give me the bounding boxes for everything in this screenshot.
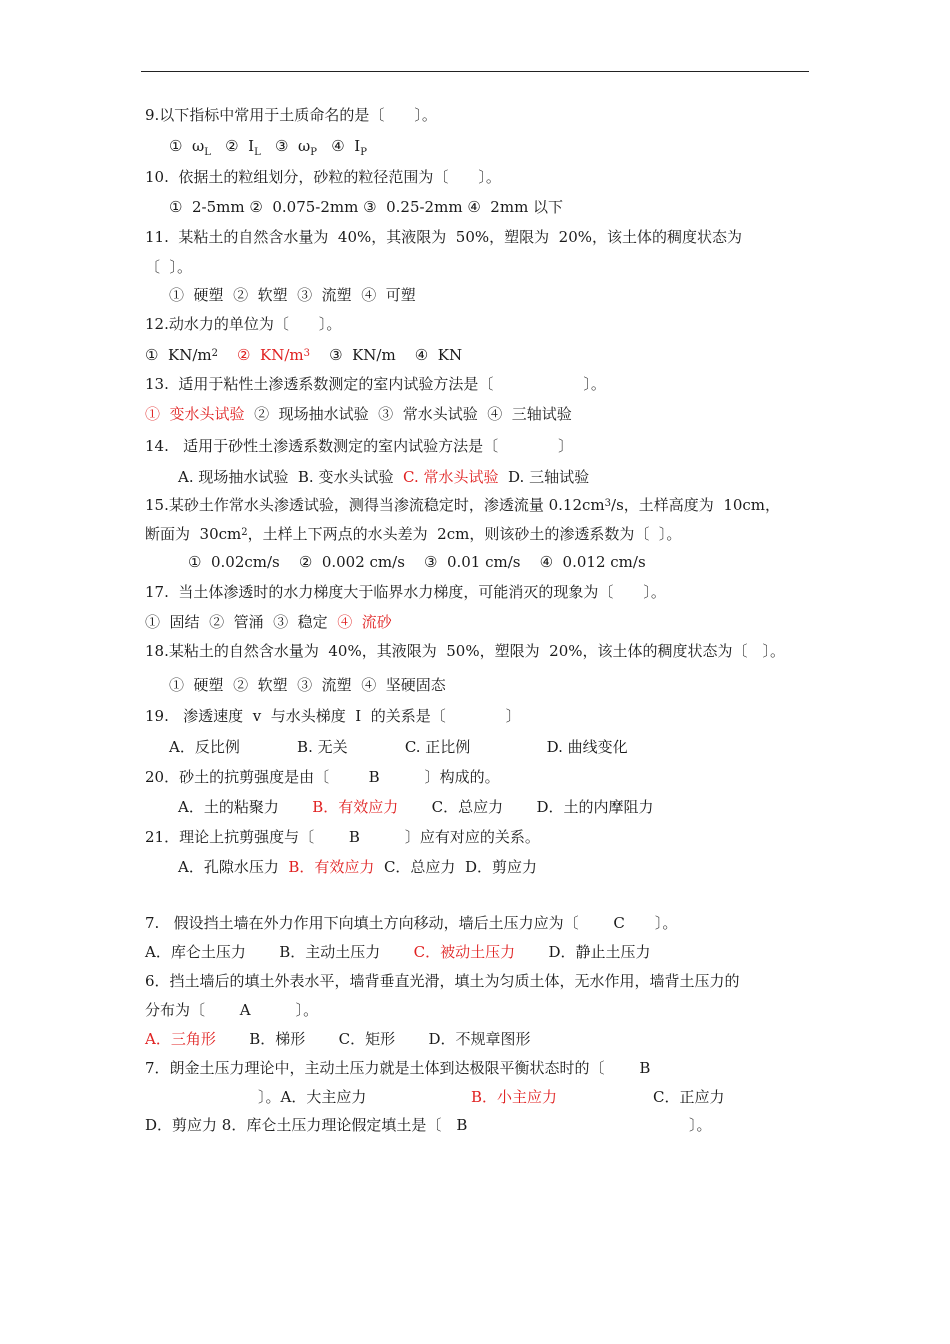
q9-sub-2: L	[254, 147, 261, 158]
q7a-options	[145, 942, 651, 962]
q14-options	[178, 467, 589, 487]
q9-sub-4: P	[360, 147, 367, 158]
q20-options-cd: C．总应力 D．土的内摩阻力	[398, 798, 654, 816]
q9-sub-1: L	[204, 147, 211, 158]
q12-option-2-text: ② KN/m	[237, 346, 304, 364]
q12-option-3-4: ③ KN/m ④ KN	[329, 346, 463, 364]
q21-options	[178, 857, 537, 877]
q15-line2-a: 断面为 30cm	[145, 525, 242, 543]
q15-stem-a: 15.某砂土作常水头渗透试验，测得当渗流稳定时，渗透流量 0.12cm	[145, 496, 605, 514]
q11-stem: 11. 某粘土的自然含水量为 40%，其液限为 50%，塑限为 20%，该土体的稠度状态为	[145, 228, 743, 246]
q20-option-b-answer: B．有效应力	[312, 798, 399, 816]
q20-stem: 20．砂土的抗剪强度是由〔 B 〕构成的。	[145, 768, 500, 786]
q9-options	[169, 136, 367, 163]
q10-options: ① 2-5mm ② 0.075-2mm ③ 0.25-2mm ④ 2mm 以下	[169, 198, 564, 216]
q14-option-d: D. 三轴试验	[498, 468, 590, 486]
q12-option-1: ① KN/m	[145, 346, 212, 364]
q8-stem-end: 〕。	[689, 1116, 712, 1134]
q19-options: A．反比例 B. 无关 C. 正比例 D. 曲线变化	[169, 738, 628, 756]
header-rule	[141, 71, 809, 72]
q6-stem: 6．挡土墙后的填土外表水平，墙背垂直光滑，填土为匀质土体，无水作用，墙背土压力的	[145, 972, 740, 990]
q17-option-4-answer: ④ 流砂	[337, 613, 392, 631]
q18-stem: 18.某粘土的自然含水量为 40%，其液限为 50%，塑限为 20%，该土体的稠度状态为〔 〕。	[145, 642, 785, 660]
q9-option-4: ④ I	[316, 137, 361, 155]
q12-option-1-sup: 2	[211, 348, 218, 359]
q15-line2-sup: 2	[241, 527, 248, 538]
q15-stem-b: /s，土样高度为 10cm，	[611, 496, 781, 514]
q7b-option-b-answer: B．小主应力	[471, 1088, 558, 1106]
q11-options: ① 硬塑 ② 软塑 ③ 流塑 ④ 可塑	[169, 286, 416, 304]
q14-options-ab: A. 现场抽水试验 B. 变水头试验	[178, 468, 404, 486]
q15-stem-sup: 3	[604, 498, 612, 509]
q14-option-c-answer: C. 常水头试验	[403, 468, 499, 486]
q18-options: ① 硬塑 ② 软塑 ③ 流塑 ④ 坚硬固态	[169, 676, 446, 694]
q6-options-rest: B．梯形 C．矩形 D．不规章图形	[215, 1030, 531, 1048]
q13-stem: 13. 适用于粘性土渗透系数测定的室内试验方法是〔 〕。	[145, 375, 606, 393]
q9-sub-3: P	[310, 147, 317, 158]
q14-stem: 14. 适用于砂性土渗透系数测定的室内试验方法是〔 〕	[145, 437, 574, 455]
q13-options-rest: ② 现场抽水试验 ③ 常水头试验 ④ 三轴试验	[244, 405, 572, 423]
q6-stem-cont: 分布为〔 A 〕。	[145, 1001, 319, 1019]
q7b-option-c: C．正应力	[653, 1088, 725, 1106]
q17-stem: 17. 当土体渗透时的水力梯度大于临界水力梯度，可能消灭的现象为〔 〕。	[145, 583, 666, 601]
q20-option-a: A．土的粘聚力	[178, 798, 313, 816]
q6-options	[145, 1029, 531, 1049]
q7b-stem: 7．朗金土压力理论中，主动土压力就是土体到达极限平衡状态时的〔 B	[145, 1059, 651, 1077]
q9-option-3: ③ ω	[260, 137, 311, 155]
q7b-option-a: 〕。A．大主应力	[258, 1088, 367, 1106]
q12-option-2-answer	[237, 346, 310, 364]
q13-options	[145, 404, 572, 424]
q11-stem-cont: 〔 〕。	[145, 258, 193, 276]
q9-option-1: ① ω	[169, 137, 205, 155]
q19-stem: 19. 渗透速度 v 与水头梯度 I 的关系是〔 〕	[145, 707, 521, 725]
q12-stem: 12.动水力的单位为〔 〕。	[145, 315, 342, 333]
q10-stem: 10. 依据土的粒组划分，砂粒的粒径范围为〔 〕。	[145, 168, 501, 186]
q7b-option-d-q8-stem: D．剪应力 8．库仑土压力理论假定填土是〔 B	[145, 1116, 468, 1134]
q21-option-b-answer: B．有效应力	[288, 858, 375, 876]
q12-option-2-sup: 3	[303, 348, 311, 359]
q12-options	[145, 344, 462, 365]
q21-stem: 21．理论上抗剪强度与〔 B 〕应有对应的关系。	[145, 828, 540, 846]
q9-option-2: ② I	[210, 137, 255, 155]
q15-line2-b: ，土样上下两点的水头差为 2cm，则该砂土的渗透系数为〔 〕。	[247, 525, 682, 543]
q15-stem-line2	[145, 523, 681, 544]
q13-option-1-answer: ① 变水头试验	[145, 405, 245, 423]
q15-stem	[145, 494, 780, 515]
q21-options-cd: C．总应力 D．剪应力	[374, 858, 537, 876]
q20-options	[178, 797, 654, 817]
q17-options-123: ① 固结 ② 管涌 ③ 稳定	[145, 613, 338, 631]
q7a-options-ab: A．库仑土压力 B．主动土压力	[145, 943, 414, 961]
q21-option-a: A．孔隙水压力	[178, 858, 289, 876]
q7a-option-c-answer: C．被动土压力	[413, 943, 516, 961]
q7a-stem: 7. 假设挡土墙在外力作用下向填土方向移动，墙后土压力应为〔 C 〕。	[145, 914, 678, 932]
q7a-option-d: D．静止土压力	[515, 943, 651, 961]
q17-options	[145, 612, 392, 632]
q15-options: ① 0.02cm/s ② 0.002 cm/s ③ 0.01 cm/s ④ 0.012 cm/s	[188, 553, 646, 571]
q9-stem: 9.以下指标中常用于土质命名的是〔 〕。	[145, 106, 437, 124]
q6-option-a-answer: A．三角形	[145, 1030, 216, 1048]
